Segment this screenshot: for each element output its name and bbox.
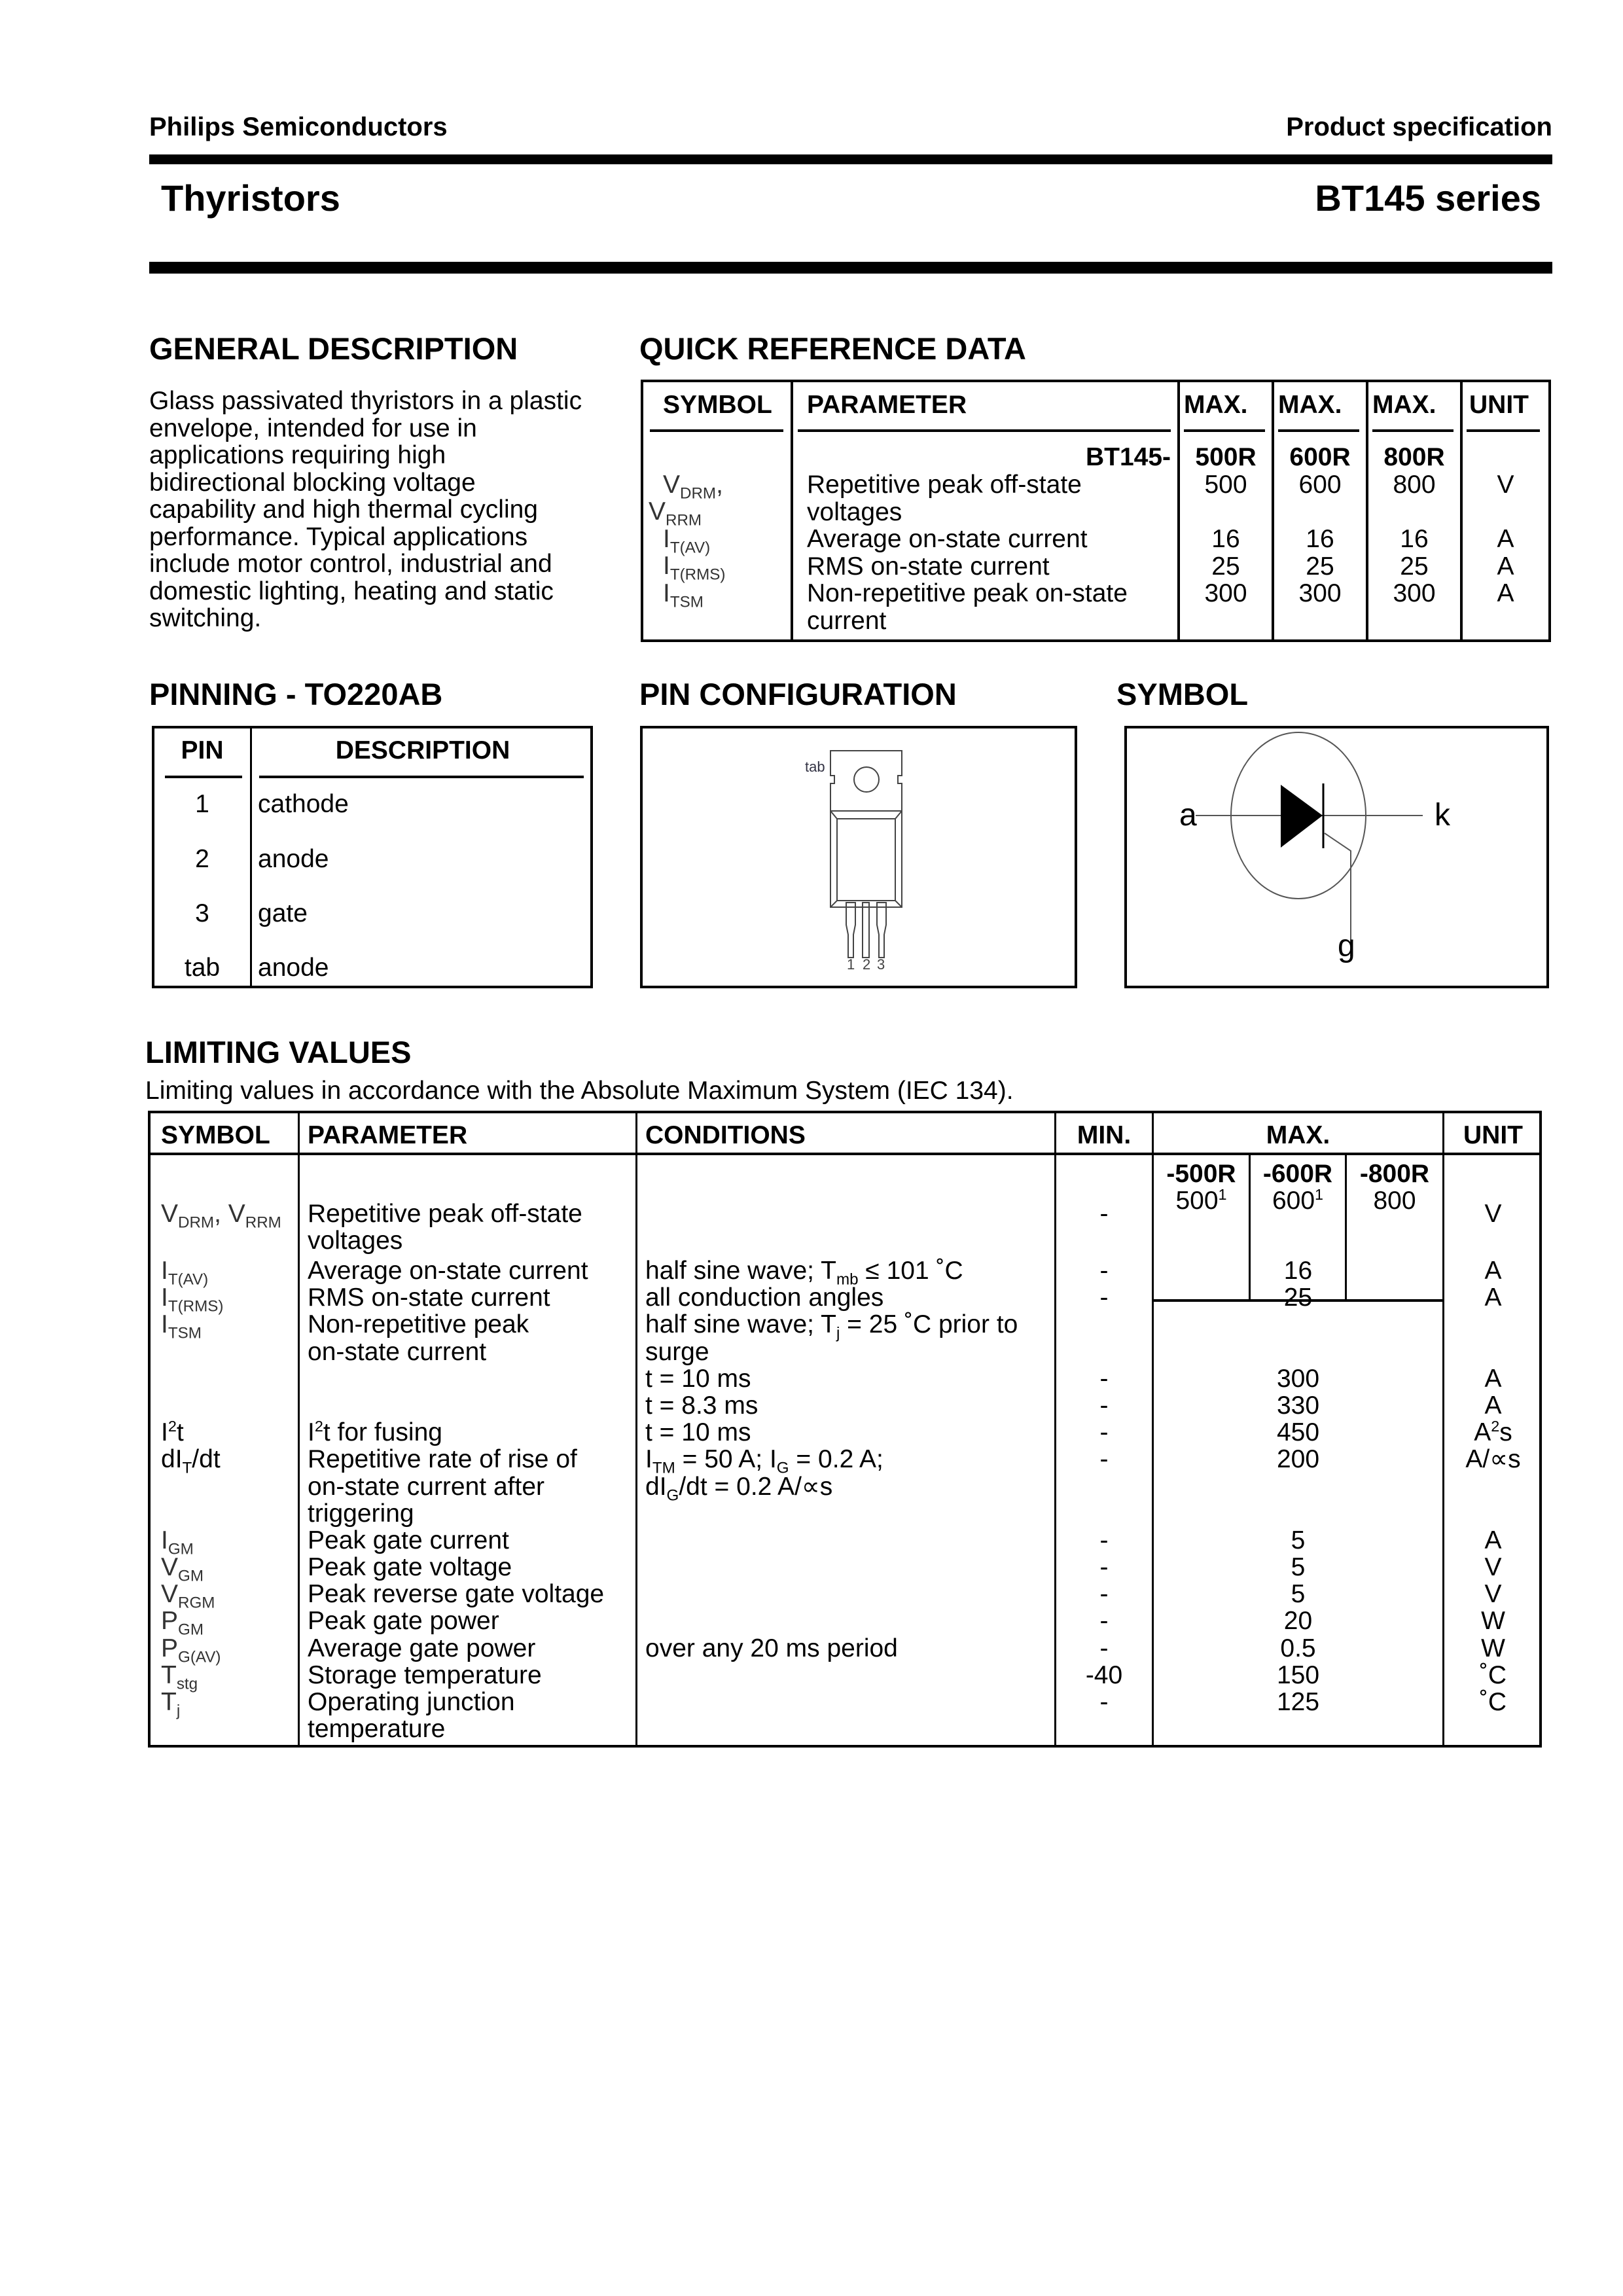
units: V A A A: [1497, 471, 1514, 607]
pinning-heading: PINNING - TO220AB: [149, 677, 443, 711]
header-top-rule: [149, 154, 1552, 164]
col-header-min: MIN.: [1077, 1121, 1132, 1149]
header-rule: [151, 1153, 1539, 1155]
quick-reference-heading: QUICK REFERENCE DATA: [639, 331, 1026, 366]
symbol-heading: SYMBOL: [1116, 677, 1249, 711]
col-header-parameter: PARAMETER: [308, 1121, 468, 1149]
col-header-parameter: PARAMETER: [807, 391, 967, 419]
header-underline: [1467, 429, 1540, 432]
symbol-it-av: $I_{T(AV)}$: [663, 525, 711, 557]
header-underline: [650, 429, 783, 432]
symbol-vdrm-vrrm: $V_{DRM}$, $V_{RRM}$: [161, 1200, 281, 1232]
pin-configuration-heading: PIN CONFIGURATION: [639, 677, 957, 711]
header-bottom-rule: [149, 262, 1552, 274]
col-header-max: MAX.: [1372, 391, 1436, 419]
desc-line: envelope, intended for use in: [149, 414, 477, 442]
type-600r: 600R: [1289, 443, 1351, 471]
vdrm-max-600r: $600^1$: [1272, 1185, 1324, 1215]
pin-description: anode: [258, 954, 329, 982]
values-500r: 500 16 25 300: [1204, 471, 1247, 607]
type-header-500r: -500R: [1166, 1160, 1236, 1188]
symbols-column: $I_{T(AV)}$ $I_{T(RMS)}$ $I_{TSM}$ $I^2t$ $dI_T/dt$ $I_{GM}$ $V_{GM}$ $V_{RGM}$ $P_{GM}$ $P_{G(AV)}$ $T_{stg}$ $T_j$: [161, 1257, 224, 1720]
unit-column: A A A A $A^2s$ A/∝s A V V W W ˚C ˚C: [1465, 1257, 1521, 1716]
col-divider: [298, 1113, 300, 1745]
tab-label: tab: [805, 759, 825, 775]
header-underline: [798, 429, 1171, 432]
desc-line: performance. Typical applications: [149, 522, 528, 551]
desc-line: Glass passivated thyristors in a plastic: [149, 387, 582, 415]
pin-configuration-box: [640, 726, 1077, 988]
pin-label-3: 3: [877, 956, 885, 973]
thyristor-symbol-icon: [1127, 728, 1546, 986]
header-underline: [259, 776, 584, 778]
limiting-values-table: [148, 1111, 1542, 1748]
pin-description: cathode: [258, 790, 349, 818]
pin-description: anode: [258, 845, 329, 873]
symbol-vdrm: $V_{DRM}$,: [663, 471, 723, 503]
to220-package-icon: [643, 728, 1075, 986]
conditions-column: half sine wave; $T_{mb} \le 101$ ˚C all conduction angles half sine wave; $T_j = 25$ ˚C prior to surge t = 10 ms t = 8.3 ms t = 10 ms $I_{TM} = 50$ A; $I_G = 0.2$ A; $dI_G/dt = 0.2$ A/∝s over any 20 ms period: [645, 1257, 1018, 1662]
pin-number: 1: [195, 790, 209, 818]
pin-number: 3: [195, 899, 209, 927]
pin-description: gate: [258, 899, 308, 927]
vdrm-max-500r: $500^1$: [1175, 1185, 1227, 1215]
pin-label-2: 2: [863, 956, 871, 973]
desc-line: switching.: [149, 604, 262, 632]
symbol-vrrm: $V_{RRM}$: [649, 497, 702, 529]
document-type: Product specification: [1286, 113, 1552, 141]
col-header-unit: UNIT: [1469, 391, 1529, 419]
col-header-description: DESCRIPTION: [335, 736, 510, 764]
col-header-max: MAX.: [1184, 391, 1248, 419]
header-underline: [1372, 429, 1454, 432]
parameters-column: Average on-state current RMS on-state current Non-repetitive peak on-state current $I^2t$ for fusing Repetitive rate of rise of on-state current after triggering Peak gate current Peak gate voltage Peak reverse gate voltage Peak gate power Average gate power Storage temperature Operating junction temperature: [308, 1257, 605, 1744]
vdrm-unit: V: [1484, 1200, 1502, 1228]
col-header-pin: PIN: [181, 736, 224, 764]
limiting-values-subtitle: Limiting values in accordance with the Absolute Maximum System (IEC 134).: [145, 1077, 1014, 1105]
company-name: Philips Semiconductors: [149, 113, 448, 141]
symbol-box: [1124, 726, 1549, 988]
general-description-text: [149, 387, 594, 632]
col-divider: [250, 728, 252, 986]
pin-number: 2: [195, 845, 209, 873]
type-prefix: BT145-: [1085, 443, 1171, 471]
desc-line: applications requiring high: [149, 441, 446, 469]
header-underline: [165, 776, 242, 778]
col-header-max: MAX.: [1266, 1121, 1330, 1149]
vdrm-max-800r: 800: [1373, 1187, 1416, 1215]
col-header-symbol: SYMBOL: [161, 1121, 270, 1149]
col-divider: [635, 1113, 637, 1745]
desc-line: bidirectional blocking voltage: [149, 468, 476, 497]
desc-line: domestic lighting, heating and static: [149, 577, 554, 605]
pin-number: tab: [184, 954, 221, 982]
col-header-unit: UNIT: [1463, 1121, 1523, 1149]
min-column: - - - - - - - - - - - -40 -: [1085, 1257, 1123, 1716]
header-underline: [1278, 429, 1359, 432]
cathode-label: k: [1435, 798, 1450, 833]
param-repetitive-peak-off-state: Repetitive peak off-state voltages: [308, 1200, 582, 1255]
general-description-heading: GENERAL DESCRIPTION: [149, 331, 518, 366]
type-header-800r: -800R: [1359, 1160, 1430, 1188]
type-500r: 500R: [1195, 443, 1257, 471]
max-column: 16 25 300 330 450 200 5 5 5 20 0.5 150 125: [1276, 1257, 1320, 1716]
pin-label-1: 1: [847, 956, 855, 973]
col-header-conditions: CONDITIONS: [645, 1121, 806, 1149]
desc-line: include motor control, industrial and: [149, 550, 552, 578]
symbol-it-rms: $I_{T(RMS)}$: [663, 552, 726, 584]
type-800r: 800R: [1383, 443, 1445, 471]
anode-label: a: [1179, 798, 1197, 833]
vdrm-min: -: [1099, 1200, 1109, 1228]
pinning-table: [152, 726, 593, 988]
values-600r: 600 16 25 300: [1298, 471, 1342, 607]
desc-line: capability and high thermal cycling: [149, 495, 538, 524]
symbol-itsm: $I_{TSM}$: [663, 579, 704, 611]
quick-reference-table: [641, 380, 1551, 642]
values-800r: 800 16 25 300: [1393, 471, 1436, 607]
col-header-symbol: SYMBOL: [663, 391, 772, 419]
limiting-values-heading: LIMITING VALUES: [145, 1035, 412, 1069]
param-repetitive-peak: Repetitive peak off-state voltages Average on-state current RMS on-state current Non-repetitive peak on-state current: [807, 471, 1128, 635]
product-family-title: Thyristors: [161, 177, 340, 219]
gate-label: g: [1338, 929, 1355, 963]
series-title: BT145 series: [1315, 177, 1541, 219]
col-divider: [791, 382, 793, 639]
type-header-600r: -600R: [1262, 1160, 1333, 1188]
col-header-max: MAX.: [1278, 391, 1342, 419]
header-underline: [1184, 429, 1265, 432]
